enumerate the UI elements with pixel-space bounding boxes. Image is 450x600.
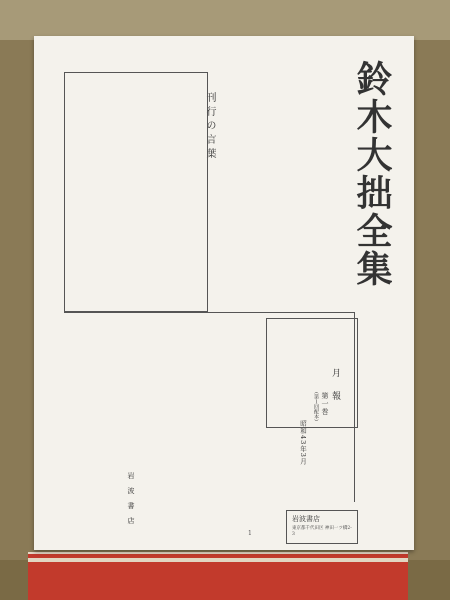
background-wall xyxy=(0,0,450,40)
horizontal-rule xyxy=(64,312,354,313)
masthead-title: 鈴木大拙全集 xyxy=(351,60,393,288)
foreword-title: 刊行の言葉 xyxy=(204,92,215,162)
publisher-box-address: 東京都千代田区 神田一ツ橋2-3 xyxy=(292,526,352,537)
red-book xyxy=(28,552,408,600)
publisher-box-name: 岩波書店 xyxy=(292,515,320,523)
upper-left-frame xyxy=(64,72,208,312)
newsletter-sheet xyxy=(34,36,414,550)
page-number: 1 xyxy=(248,530,252,537)
volume-label: 第一巻 xyxy=(321,392,329,416)
monthly-label: 月報 xyxy=(330,368,340,414)
table-of-contents-frame xyxy=(266,318,358,428)
issue-date: 昭和43年3月 xyxy=(299,420,307,466)
book-stripe xyxy=(28,558,408,562)
publisher-signature: 岩波書店 xyxy=(127,472,135,532)
volume-sub-label: (第１回配本) xyxy=(313,392,319,421)
